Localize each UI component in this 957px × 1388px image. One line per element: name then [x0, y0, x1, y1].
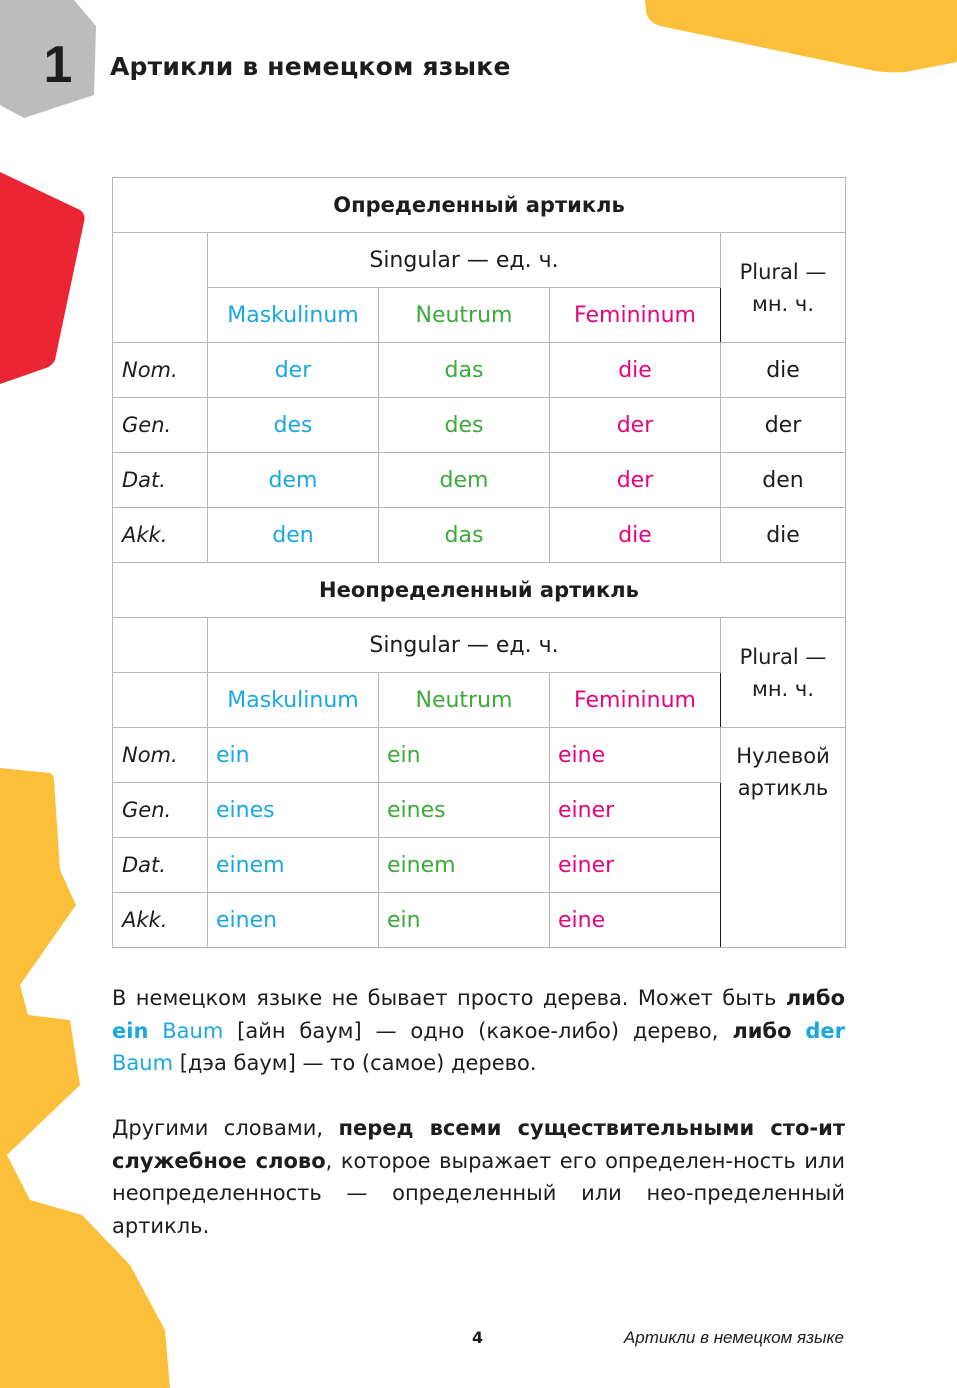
case-label: Nom. [113, 728, 208, 783]
cell-plural: die [721, 343, 846, 398]
cell-mask: einen [208, 893, 379, 948]
zero-article-line2: артикль [737, 776, 829, 800]
cell-mask: ein [208, 728, 379, 783]
running-title: Артикли в немецком языке [623, 1328, 844, 1347]
gender-maskulinum: Maskulinum [208, 288, 379, 343]
definite-title: Определенный артикль [113, 178, 846, 233]
text: , которое выражает его определен-ность или неопределенность — определенный или нео-пределенный артикль. [112, 1148, 845, 1238]
case-label: Dat. [113, 453, 208, 508]
cell-mask: eines [208, 783, 379, 838]
empty-corner-cell [113, 618, 208, 673]
case-label: Gen. [113, 783, 208, 838]
cell-plural: die [721, 508, 846, 563]
definite-row-nom [113, 343, 846, 398]
cell-fem: eine [550, 728, 721, 783]
cell-fem: einer [550, 838, 721, 893]
cell-mask: des [208, 398, 379, 453]
plural-label-line1: Plural — [739, 644, 827, 669]
cell-neut: des [379, 398, 550, 453]
definite-plural-header [721, 233, 846, 343]
definite-row-gen [113, 398, 846, 453]
case-label: Nom. [113, 343, 208, 398]
noun-example: Baum [112, 1051, 174, 1075]
indefinite-title: Неопределенный артикль [113, 563, 846, 618]
indefinite-title-row [113, 563, 846, 618]
chapter-title: Артикли в немецком языке [110, 52, 511, 81]
gender-femininum: Femininum [550, 673, 721, 728]
articles-table [112, 177, 846, 948]
cell-fem: einer [550, 783, 721, 838]
cell-neut: eines [379, 783, 550, 838]
indefinite-row-nom [113, 728, 846, 783]
cell-mask: einem [208, 838, 379, 893]
gender-neutrum: Neutrum [379, 288, 550, 343]
cell-fem: eine [550, 893, 721, 948]
indefinite-number-row [113, 618, 846, 673]
bold-text: перед всеми существительными сто-ит служебное слово [112, 1116, 845, 1173]
noun-example: Baum [162, 1018, 224, 1043]
text: [дэа баум] — то (самое) дерево. [173, 1051, 537, 1075]
article-example: ein [112, 1018, 149, 1043]
gender-maskulinum: Maskulinum [208, 673, 379, 728]
cell-neut: ein [379, 893, 550, 948]
cell-fem: der [550, 398, 721, 453]
gender-neutrum: Neutrum [379, 673, 550, 728]
indefinite-singular-header: Singular — ед. ч. [208, 618, 721, 673]
cell-neut: das [379, 508, 550, 563]
text: Другими словами, [112, 1116, 339, 1140]
zero-article-line1: Нулевой [736, 744, 830, 768]
cell-fem: der [550, 453, 721, 508]
case-label: Gen. [113, 398, 208, 453]
yellow-top-shape [645, 0, 957, 72]
chapter-number: 1 [43, 36, 73, 94]
cell-mask: dem [208, 453, 379, 508]
plural-label-line2: мн. ч. [751, 291, 814, 316]
paragraph-trees [112, 982, 845, 1080]
case-label: Akk. [113, 893, 208, 948]
zero-article-cell [721, 728, 846, 948]
bold-text: либо [732, 1018, 792, 1043]
cell-plural: den [721, 453, 846, 508]
indefinite-plural-header [721, 618, 846, 728]
cell-mask: den [208, 508, 379, 563]
case-label: Dat. [113, 838, 208, 893]
text: В немецком языке не бывает просто дерева. Может быть [112, 986, 786, 1010]
cell-neut: einem [379, 838, 550, 893]
cell-neut: ein [379, 728, 550, 783]
case-label: Akk. [113, 508, 208, 563]
text: [айн баум] — одно (какое-либо) дерево, [223, 1018, 733, 1043]
empty-corner-cell [113, 673, 208, 728]
paragraph-definition [112, 1112, 845, 1242]
gender-femininum: Femininum [550, 288, 721, 343]
cell-fem: die [550, 343, 721, 398]
cell-plural: der [721, 398, 846, 453]
article-example: der [805, 1018, 845, 1043]
definite-row-akk [113, 508, 846, 563]
cell-fem: die [550, 508, 721, 563]
definite-number-row [113, 233, 846, 288]
plural-label-line1: Plural — [739, 259, 827, 284]
cell-neut: das [379, 343, 550, 398]
red-left-shape [0, 172, 85, 384]
definite-row-dat [113, 453, 846, 508]
page-number: 4 [472, 1328, 484, 1347]
cell-neut: dem [379, 453, 550, 508]
cell-mask: der [208, 343, 379, 398]
definite-title-row [113, 178, 846, 233]
plural-label-line2: мн. ч. [751, 676, 814, 701]
bold-text: либо [785, 986, 845, 1010]
definite-singular-header: Singular — ед. ч. [208, 233, 721, 288]
empty-corner-cell [113, 233, 208, 343]
